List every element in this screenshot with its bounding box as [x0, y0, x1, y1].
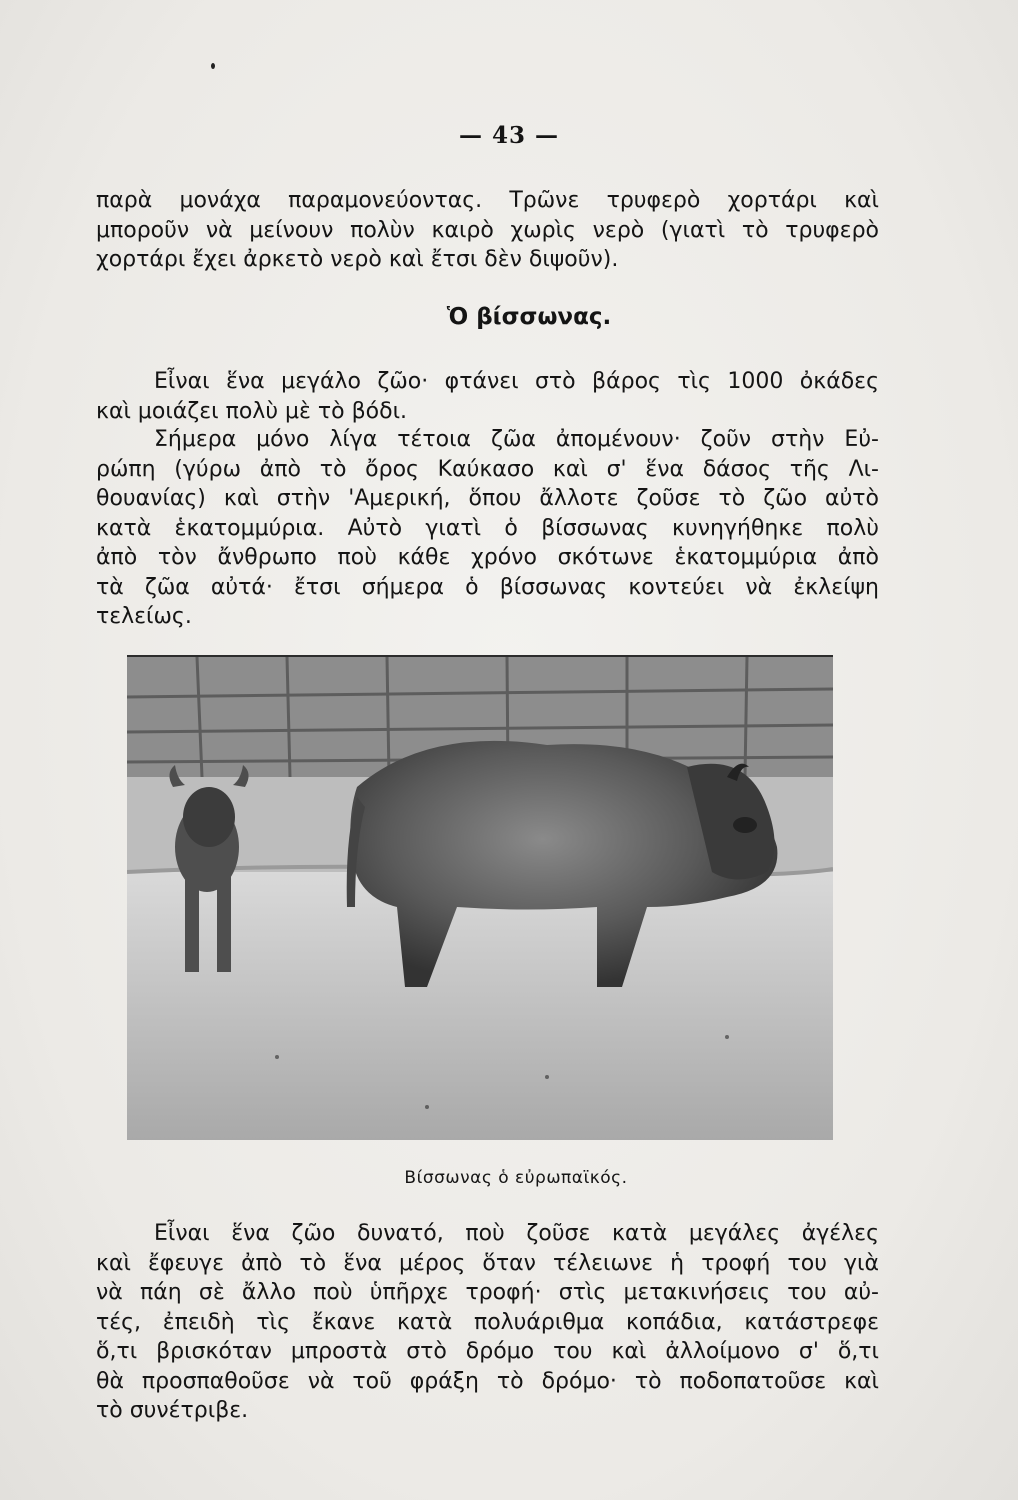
- paragraph-4: [96, 1219, 879, 1426]
- paragraph-line: παρὰ μονάχα παραμονεύοντας. Τρῶνε τρυφερὸ χορτάρι καὶ: [96, 188, 879, 213]
- paragraph-line: κατὰ ἑκατομμύρια. Αὐτὸ γιατὶ ὁ βίσσωνας κυνηγήθηκε πολὺ: [96, 515, 879, 541]
- page-number: — 43 —: [458, 122, 560, 149]
- paragraph-line: Σήμερα μόνο λίγα τέτοια ζῶα ἀπομένουν· ζοῦν στὴν Εὐ-: [154, 427, 879, 452]
- photo-caption: Βίσσωνας ὁ εὐρωπαϊκός.: [404, 1168, 628, 1188]
- bison-photo: [127, 655, 833, 1140]
- paragraph-line: θὰ προσπαθοῦσε νὰ τοῦ φράξη τὸ δρόμο· τὸ ποδοπατοῦσε καὶ: [96, 1368, 879, 1394]
- paragraph-line: θουανίας) καὶ στὴν 'Αμερική, ὅπου ἄλλοτε ζοῦσε τὸ ζῶο αὐτὸ: [96, 486, 879, 511]
- section-heading: Ὁ βίσσωνας.: [446, 304, 612, 330]
- paragraph-1: [96, 186, 879, 275]
- paragraph-line: καὶ ἔφευγε ἀπὸ τὸ ἕνα μέρος ὅταν τέλειωνε ἡ τροφή του γιὰ: [96, 1250, 879, 1276]
- paragraph-line: Εἶναι ἕνα μεγάλο ζῶο· φτάνει στὸ βάρος τὶς 1000 ὀκάδες: [154, 369, 879, 394]
- paragraph-line: Εἶναι ἕνα ζῶο δυνατό, ποὺ ζοῦσε κατὰ μεγάλες ἀγέλες: [154, 1221, 879, 1246]
- paragraph-line: τές, ἐπειδὴ τὶς ἔκανε κατὰ πολυάριθμα κοπάδια, κατάστρεφε: [96, 1309, 879, 1335]
- ink-speck: [211, 63, 215, 69]
- paragraph-line: ἀπὸ τὸν ἄνθρωπο ποὺ κάθε χρόνο σκότωνε ἑκατομμύρια ἀπὸ: [96, 545, 879, 570]
- bison-photo-icon: [127, 657, 833, 1140]
- paragraph-line: τὸ συνέτριβε.: [96, 1398, 249, 1423]
- paragraph-line: τελείως.: [96, 604, 192, 629]
- paragraph-line: νὰ πάη σὲ ἄλλο ποὺ ὑπῆρχε τροφή· στὶς μετακινήσεις του αὐ-: [96, 1280, 879, 1305]
- paragraph-2: [96, 367, 879, 426]
- paragraph-line: ρώπη (γύρω ἀπὸ τὸ ὄρος Καύκασο καὶ σ' ἕνα δάσος τῆς Λι-: [96, 456, 879, 482]
- paragraph-line: καὶ μοιάζει πολὺ μὲ τὸ βόδι.: [96, 398, 408, 424]
- paragraph-3: [96, 425, 879, 632]
- paragraph-line: ὅ,τι βρισκόταν μπροστὰ στὸ δρόμο του καὶ ἀλλοίμονο σ' ὅ,τι: [96, 1339, 879, 1364]
- paragraph-line: τὰ ζῶα αὐτά· ἔτσι σήμερα ὁ βίσσωνας κοντεύει νὰ ἐκλείψη: [96, 574, 879, 600]
- paragraph-line: μποροῦν νὰ μείνουν πολὺν καιρὸ χωρὶς νερὸ (γιατὶ τὸ τρυφερὸ: [96, 217, 879, 243]
- paragraph-line: χορτάρι ἔχει ἀρκετὸ νερὸ καὶ ἔτσι δὲν διψοῦν).: [96, 247, 619, 272]
